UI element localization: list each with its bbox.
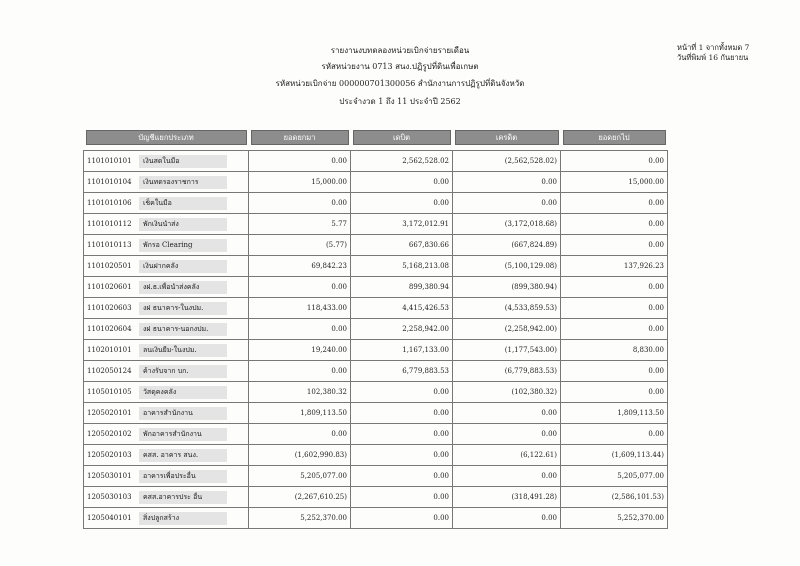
account-code: 1101010101 <box>87 156 132 165</box>
credit-value: (5,100,129.08) <box>453 256 561 277</box>
table-row <box>84 340 668 361</box>
credit-value: 0.00 <box>453 508 561 529</box>
header-credit <box>453 124 561 151</box>
credit-value: 0.00 <box>453 403 561 424</box>
carried-forward-value: (2,586,101.53) <box>561 487 668 508</box>
account-code: 1101010112 <box>87 219 132 228</box>
brought-forward-value: 0.00 <box>249 151 351 172</box>
brought-forward-value: 0.00 <box>249 424 351 445</box>
table-row <box>84 403 668 424</box>
carried-forward-value: 0.00 <box>561 151 668 172</box>
debit-value: 0.00 <box>351 466 453 487</box>
credit-value: (4,533,859.53) <box>453 298 561 319</box>
carried-forward-value: 0.00 <box>561 298 668 319</box>
account-name: วัสดุคงคลัง <box>139 386 227 399</box>
brought-forward-value: 5,252,370.00 <box>249 508 351 529</box>
account-name: งฝ ธนาคาร-นอกงปม. <box>139 323 227 336</box>
debit-value: 2,562,528.02 <box>351 151 453 172</box>
credit-value: (6,122.61) <box>453 445 561 466</box>
account-code: 1102010101 <box>87 345 132 354</box>
header-brought-forward-label: ยอดยกมา <box>251 130 349 145</box>
account-cell <box>84 382 249 403</box>
account-code: 1105010105 <box>87 387 132 396</box>
account-code: 1205020102 <box>87 429 132 438</box>
debit-value: 6,779,883.53 <box>351 361 453 382</box>
account-cell <box>84 214 249 235</box>
carried-forward-value: 5,205,077.00 <box>561 466 668 487</box>
credit-value: (6,779,883.53) <box>453 361 561 382</box>
account-name: สิ่งปลูกสร้าง <box>139 512 227 525</box>
account-cell <box>84 403 249 424</box>
table-row <box>84 382 668 403</box>
account-name: พักอาคารสำนักงาน <box>139 428 227 441</box>
header-account <box>84 124 249 151</box>
brought-forward-value: (1,602,990.83) <box>249 445 351 466</box>
account-name: งฝ.ธ.เพื่อนำส่งคลัง <box>139 281 227 294</box>
carried-forward-value: 0.00 <box>561 361 668 382</box>
report-title: รายงานงบทดลองหน่วยเบิกจ่ายรายเดือน <box>330 46 470 55</box>
account-code: 1205020103 <box>87 450 132 459</box>
account-cell <box>84 151 249 172</box>
brought-forward-value: 102,380.32 <box>249 382 351 403</box>
carried-forward-value: 137,926.23 <box>561 256 668 277</box>
credit-value: 0.00 <box>453 193 561 214</box>
debit-value: 0.00 <box>351 172 453 193</box>
account-name: พักรอ Clearing <box>139 239 227 252</box>
account-cell <box>84 340 249 361</box>
account-code: 1101020604 <box>87 324 132 333</box>
brought-forward-value: 69,842.23 <box>249 256 351 277</box>
debit-value: 2,258,942.00 <box>351 319 453 340</box>
credit-value: (102,380.32) <box>453 382 561 403</box>
carried-forward-value: (1,609,113.44) <box>561 445 668 466</box>
header-debit-label: เดบิต <box>353 130 451 145</box>
account-code: 1205030103 <box>87 492 132 501</box>
brought-forward-value: 118,433.00 <box>249 298 351 319</box>
account-cell <box>84 193 249 214</box>
carried-forward-value: 1,809,113.50 <box>561 403 668 424</box>
account-code: 1101020601 <box>87 282 132 291</box>
table-row <box>84 445 668 466</box>
debit-value: 5,168,213.08 <box>351 256 453 277</box>
debit-value: 0.00 <box>351 382 453 403</box>
table-row <box>84 214 668 235</box>
credit-value: (3,172,018.68) <box>453 214 561 235</box>
account-name: เงินสดในมือ <box>139 155 227 168</box>
carried-forward-value: 15,000.00 <box>561 172 668 193</box>
table-row <box>84 466 668 487</box>
brought-forward-value: 5,205,077.00 <box>249 466 351 487</box>
debit-value: 0.00 <box>351 193 453 214</box>
debit-value: 0.00 <box>351 403 453 424</box>
table-row <box>84 319 668 340</box>
account-name: ลนเงินยืม-ในงปม. <box>139 344 227 357</box>
account-cell <box>84 466 249 487</box>
account-cell <box>84 424 249 445</box>
table-row <box>84 193 668 214</box>
carried-forward-value: 0.00 <box>561 382 668 403</box>
brought-forward-value: 19,240.00 <box>249 340 351 361</box>
account-name: เช็คในมือ <box>139 197 227 210</box>
brought-forward-value: 5.77 <box>249 214 351 235</box>
carried-forward-value: 0.00 <box>561 319 668 340</box>
carried-forward-value: 0.00 <box>561 193 668 214</box>
account-code: 1205030101 <box>87 471 132 480</box>
debit-value: 1,167,133.00 <box>351 340 453 361</box>
carried-forward-value: 0.00 <box>561 277 668 298</box>
disbursement-unit-line: รหัสหน่วยเบิกจ่าย 000000701300056 สำนักงานการปฏิรูปที่ดินจังหวัด <box>275 79 525 88</box>
account-code: 1101010113 <box>87 240 132 249</box>
page-number: หน้าที่ 1 จากทั้งหมด 7 <box>677 43 750 52</box>
account-code: 1205020101 <box>87 408 132 417</box>
period-line: ประจำงวด 1 ถึง 11 ประจำปี 2562 <box>339 97 461 106</box>
debit-value: 0.00 <box>351 487 453 508</box>
account-name: พักเงินนำส่ง <box>139 218 227 231</box>
debit-value: 0.00 <box>351 445 453 466</box>
account-code: 1101020603 <box>87 303 132 312</box>
header-credit-label: เครดิต <box>455 130 559 145</box>
print-date: วันที่พิมพ์ 16 กันยายน <box>677 53 749 62</box>
debit-value: 3,172,012.91 <box>351 214 453 235</box>
account-name: คสส. อาคาร สนง. <box>139 449 227 462</box>
account-code: 1102050124 <box>87 366 132 375</box>
debit-value: 0.00 <box>351 424 453 445</box>
account-cell <box>84 172 249 193</box>
table-body <box>84 151 668 529</box>
credit-value: 0.00 <box>453 424 561 445</box>
brought-forward-value: 1,809,113.50 <box>249 403 351 424</box>
account-code: 1101010104 <box>87 177 132 186</box>
agency-code-line: รหัสหน่วยงาน 0713 สนง.ปฏิรูปที่ดินเพื่อเกษต <box>321 62 479 71</box>
credit-value: (318,491.28) <box>453 487 561 508</box>
credit-value: (899,380.94) <box>453 277 561 298</box>
account-name: เงินฝากคลัง <box>139 260 227 273</box>
carried-forward-value: 8,830.00 <box>561 340 668 361</box>
brought-forward-value: 15,000.00 <box>249 172 351 193</box>
brought-forward-value: 0.00 <box>249 361 351 382</box>
account-cell <box>84 508 249 529</box>
account-cell <box>84 319 249 340</box>
table-row <box>84 256 668 277</box>
account-code: 1101020501 <box>87 261 132 270</box>
brought-forward-value: 0.00 <box>249 319 351 340</box>
credit-value: (2,562,528.02) <box>453 151 561 172</box>
credit-value: 0.00 <box>453 466 561 487</box>
trial-balance-table <box>83 124 668 529</box>
table-row <box>84 172 668 193</box>
account-name: อาคารเพื่อประอื่น <box>139 470 227 483</box>
carried-forward-value: 5,252,370.00 <box>561 508 668 529</box>
brought-forward-value: 0.00 <box>249 193 351 214</box>
header-debit <box>351 124 453 151</box>
carried-forward-value: 0.00 <box>561 424 668 445</box>
table-row <box>84 277 668 298</box>
account-name: คสส.อาคารประ อื่น <box>139 491 227 504</box>
table-row <box>84 235 668 256</box>
credit-value: 0.00 <box>453 172 561 193</box>
credit-value: (667,824.89) <box>453 235 561 256</box>
header-brought-forward <box>249 124 351 151</box>
brought-forward-value: (5.77) <box>249 235 351 256</box>
account-code: 1101010106 <box>87 198 132 207</box>
carried-forward-value: 0.00 <box>561 214 668 235</box>
account-code: 1205040101 <box>87 513 132 522</box>
header-account-label: บัญชีแยกประเภท <box>86 130 247 145</box>
account-cell <box>84 361 249 382</box>
account-cell <box>84 298 249 319</box>
account-name: ค้างรับจาก บก. <box>139 365 227 378</box>
account-name: เงินทดรองราชการ <box>139 176 227 189</box>
table-row <box>84 424 668 445</box>
account-cell <box>84 277 249 298</box>
account-cell <box>84 487 249 508</box>
account-cell <box>84 445 249 466</box>
debit-value: 667,830.66 <box>351 235 453 256</box>
brought-forward-value: 0.00 <box>249 277 351 298</box>
table-header-row <box>84 124 668 151</box>
debit-value: 899,380.94 <box>351 277 453 298</box>
account-cell <box>84 256 249 277</box>
account-cell <box>84 235 249 256</box>
account-name: งฝ ธนาคาร-ในงปม. <box>139 302 227 315</box>
header-carried-forward-label: ยอดยกไป <box>563 130 666 145</box>
carried-forward-value: 0.00 <box>561 235 668 256</box>
table-row <box>84 151 668 172</box>
brought-forward-value: (2,267,610.25) <box>249 487 351 508</box>
account-name: อาคารสำนักงาน <box>139 407 227 420</box>
table-row <box>84 361 668 382</box>
table-row <box>84 508 668 529</box>
header-carried-forward <box>561 124 668 151</box>
debit-value: 0.00 <box>351 508 453 529</box>
table-row <box>84 487 668 508</box>
credit-value: (1,177,543.00) <box>453 340 561 361</box>
credit-value: (2,258,942.00) <box>453 319 561 340</box>
table-row <box>84 298 668 319</box>
debit-value: 4,415,426.53 <box>351 298 453 319</box>
